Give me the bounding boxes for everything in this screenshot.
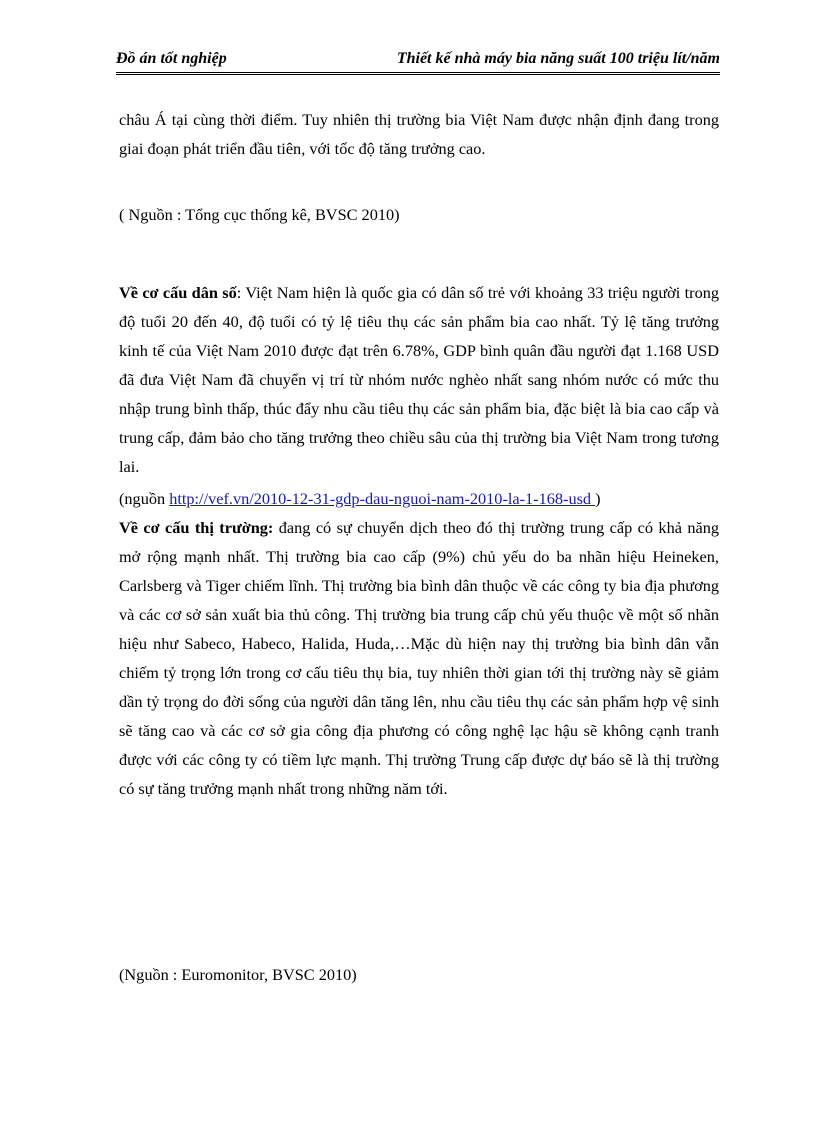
source-note-3: (Nguồn : Euromonitor, BVSC 2010) xyxy=(119,965,357,984)
source-note-2-prefix: (nguồn xyxy=(119,489,170,508)
population-text: : Việt Nam hiện là quốc gia có dân số trẻ với khoảng 33 triệu người trong độ tuổi 20 đến 40, độ tuổi có tỷ lệ tiêu thụ các sản phẩm bia cao nhất. Tỷ lệ tăng trưởng kinh tế của Việt Nam 2010 được đạt trên 6.78%, GDP bình quân đầu người đạt 1.168 USD đã đưa Việt Nam đã chuyển vị trí từ nhóm nước nghèo nhất sang nhóm nước có mức thu nhập trung bình thấp, thúc đẩy nhu cầu tiêu thụ các sản phẩm bia, đặc biệt là bia cao cấp và trung cấp, đảm bảo cho tăng trưởng theo chiều sâu của thị trường bia Việt Nam trong tương lai. xyxy=(119,283,720,476)
population-block xyxy=(119,278,719,803)
header-left-title: Đồ án tốt nghiệp xyxy=(116,50,227,67)
population-paragraph xyxy=(119,278,719,481)
market-text: đang có sự chuyển dịch theo đó thị trường trung cấp có khả năng mở rộng mạnh nhất. Thị trường bia cao cấp (9%) chủ yếu do ba nhãn hiệu Heineken, Carlsberg và Tiger chiếm lĩnh. Thị trường bia bình dân thuộc về các công ty bia địa phương và các cơ sở sản xuất bia thủ công. Thị trường bia trung cấp chủ yếu thuộc về một số nhãn hiệu như Sabeco, Habeco, Halida, Huda,…Mặc dù hiện nay thị trường bia bình dân vẫn chiếm tỷ trọng lớn trong cơ cấu tiêu thụ bia, tuy nhiên thời gian tới thị trường này sẽ giảm dần tỷ trọng do đời sống của người dân tăng lên, nhu cầu tiêu thụ các sản phẩm hợp vệ sinh sẽ tăng cao và các cơ sở gia công địa phương có công nghệ lạc hậu sẽ không cạnh tranh được với các công ty có tiềm lực mạnh. Thị trường Trung cấp được dự báo sẽ là thị trường có sự tăng trưởng mạnh nhất trong những năm tới. xyxy=(119,518,719,798)
source-note-1: ( Nguồn : Tổng cục thống kê, BVSC 2010) xyxy=(119,205,400,224)
source-note-2-suffix: ) xyxy=(595,489,601,508)
market-paragraph xyxy=(119,513,719,803)
market-heading: Về cơ cấu thị trường: xyxy=(119,518,274,537)
intro-paragraph: châu Á tại cùng thời điểm. Tuy nhiên thị trường bia Việt Nam được nhận định đang trong giai đoạn phát triển đầu tiên, với tốc độ tăng trưởng cao. xyxy=(119,110,719,158)
intro-block xyxy=(119,105,719,163)
population-heading: Về cơ cấu dân số xyxy=(119,283,237,302)
header-right-title: Thiết kế nhà máy bia năng suất 100 triệu lít/năm xyxy=(396,50,720,67)
source-link[interactable]: http://vef.vn/2010-12-31-gdp-dau-nguoi-nam-2010-la-1-168-usd xyxy=(169,489,596,508)
source-note-2 xyxy=(119,484,719,513)
page-header xyxy=(116,48,720,75)
